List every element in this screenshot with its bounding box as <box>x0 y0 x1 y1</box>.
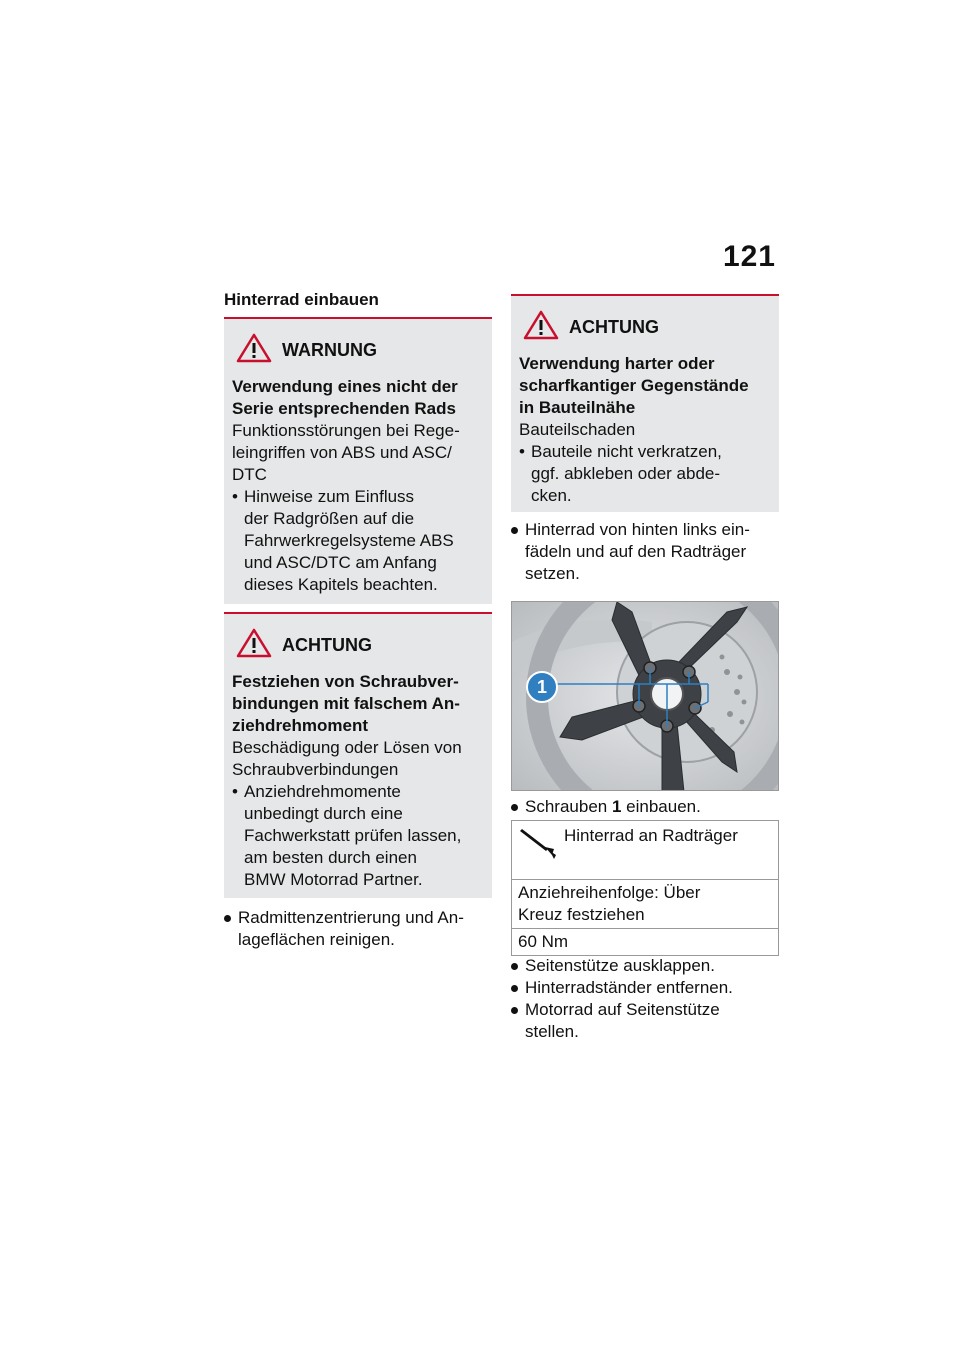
list-item: • Hinweise zum Einfluss der Radgrößen auf die Fahrwerkregelsysteme ABS und ASC/DTC am Anfang dieses Kapitels beachten. <box>232 486 484 596</box>
caution-text: Bauteilschaden <box>519 420 636 439</box>
callout-1-marker: 1 <box>526 671 558 703</box>
warning-text: Funktionsstörungen bei Rege- leingriffen von ABS und ASC/ DTC <box>232 421 460 484</box>
list-item: • Anziehdrehmomente unbedingt durch eine Fachwerkstatt prüfen lassen, am besten durch einen BMW Motorrad Partner. <box>232 781 484 891</box>
list-item: Motorrad auf Seitenstütze stellen. <box>511 999 783 1043</box>
page-number: 121 <box>722 240 776 273</box>
right-steps-1 <box>511 519 783 585</box>
caution-title: Festziehen von Schraubver- bindungen mit falschem An- ziehdrehmoment <box>232 672 460 735</box>
rear-wheel-photo <box>511 601 779 791</box>
warning-label: WARNUNG <box>282 340 377 360</box>
section-title: Hinterrad einbauen <box>224 290 379 309</box>
caution-box-1 <box>224 612 492 898</box>
torque-wrench-icon <box>518 825 558 867</box>
list-item: • Bauteile nicht verkratzen, ggf. abkleben oder abde- cken. <box>519 441 771 507</box>
left-steps <box>224 907 496 951</box>
right-steps-2 <box>511 955 783 1043</box>
warning-triangle-icon <box>236 628 272 663</box>
list-item: Radmittenzentrierung und An- lageflächen reinigen. <box>224 907 496 951</box>
caution-bullets <box>519 441 771 507</box>
list-item: Hinterrad von hinten links ein- fädeln und auf den Radträger setzen. <box>511 519 783 585</box>
list-item: Seitenstütze ausklappen. <box>511 955 783 977</box>
caution-box-2 <box>511 294 779 512</box>
list-item: Hinterradständer entfernen. <box>511 977 783 999</box>
warning-triangle-icon <box>523 310 559 345</box>
list-item: Schrauben 1 einbauen. <box>511 796 783 818</box>
warning-title: Verwendung eines nicht der Serie entsprechenden Rads <box>232 377 458 418</box>
warning-triangle-icon <box>236 333 272 368</box>
caution-bullets <box>232 781 484 891</box>
warning-box <box>224 317 492 604</box>
caution-label: ACHTUNG <box>282 635 372 655</box>
torque-value: 60 Nm <box>512 928 778 955</box>
torque-header: Hinterrad an Radträger <box>512 821 778 879</box>
warning-bullets <box>232 486 484 596</box>
caution-label: ACHTUNG <box>569 317 659 337</box>
schrauben-step <box>511 796 783 818</box>
torque-instruction: Anziehreihenfolge: Über Kreuz festziehen <box>512 879 778 928</box>
torque-table <box>511 820 779 956</box>
caution-text: Beschädigung oder Lösen von Schraubverbindungen <box>232 738 462 779</box>
caution-title: Verwendung harter oder scharfkantiger Gegenstände in Bauteilnähe <box>519 354 749 417</box>
